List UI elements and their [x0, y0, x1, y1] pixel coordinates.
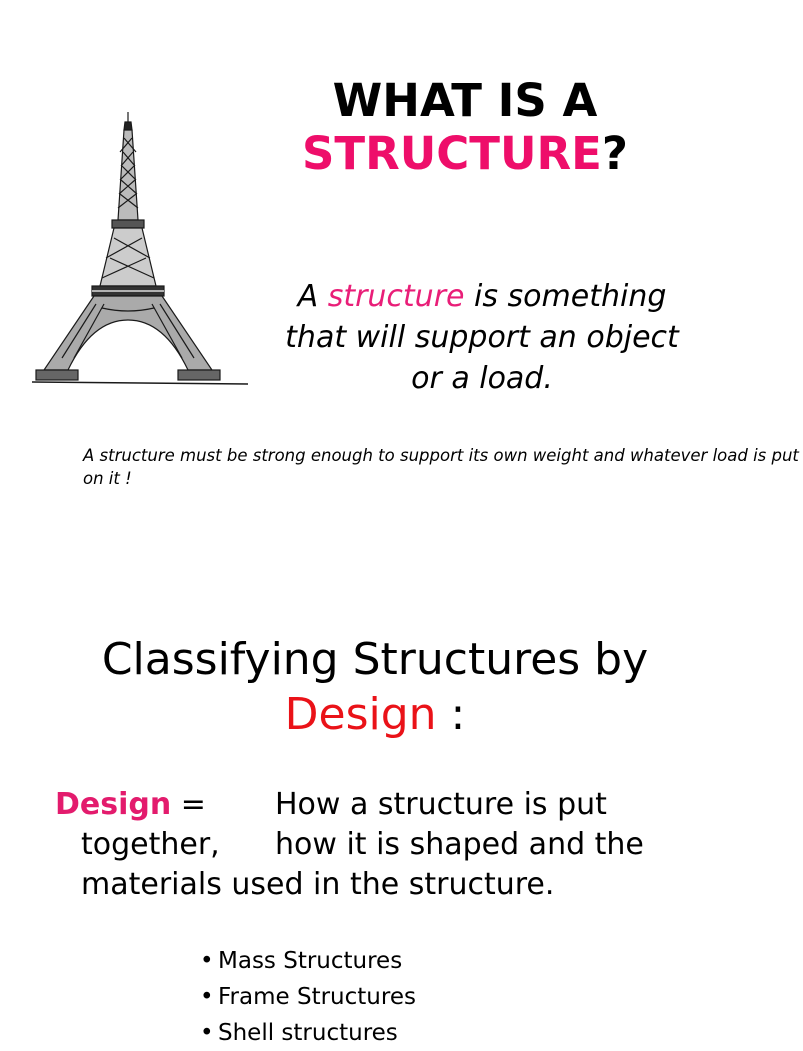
definition-text: How a structure is put	[275, 787, 607, 822]
title-suffix: ?	[601, 127, 629, 180]
section-title-suffix: :	[436, 689, 466, 740]
list-item: • Frame Structures	[200, 979, 416, 1015]
design-term: Design	[55, 787, 172, 822]
structure-note: A structure must be strong enough to support its own weight and whatever load is put on it !	[83, 446, 799, 488]
section-title-main: Classifying Structures by	[101, 634, 649, 685]
definition-text: together,	[81, 827, 220, 862]
definition-rest: is something that will support an object or a load.	[285, 279, 679, 396]
structure-definition	[282, 276, 682, 399]
definition-line	[55, 865, 755, 905]
definition-text: materials used in the structure.	[81, 867, 555, 902]
structure-types-list	[200, 943, 416, 1051]
definition-accent: structure	[327, 279, 465, 314]
slide-title	[270, 74, 660, 180]
title-accent: STRUCTURE	[301, 127, 602, 180]
definition-line	[55, 785, 755, 825]
title-line	[40, 687, 710, 742]
section-title	[40, 632, 710, 742]
equals-sign: =	[171, 787, 206, 822]
design-definition	[55, 785, 755, 905]
definition-prefix: A	[297, 279, 328, 314]
title-line	[270, 127, 660, 180]
definition-text: how it is shaped and the	[275, 827, 644, 862]
eiffel-tower-image	[32, 108, 250, 393]
definition-line	[55, 825, 755, 865]
title-line: WHAT IS A	[332, 74, 598, 127]
list-item: • Mass Structures	[200, 943, 416, 979]
section-title-accent: Design	[284, 689, 437, 740]
list-item: • Shell structures	[200, 1015, 416, 1051]
